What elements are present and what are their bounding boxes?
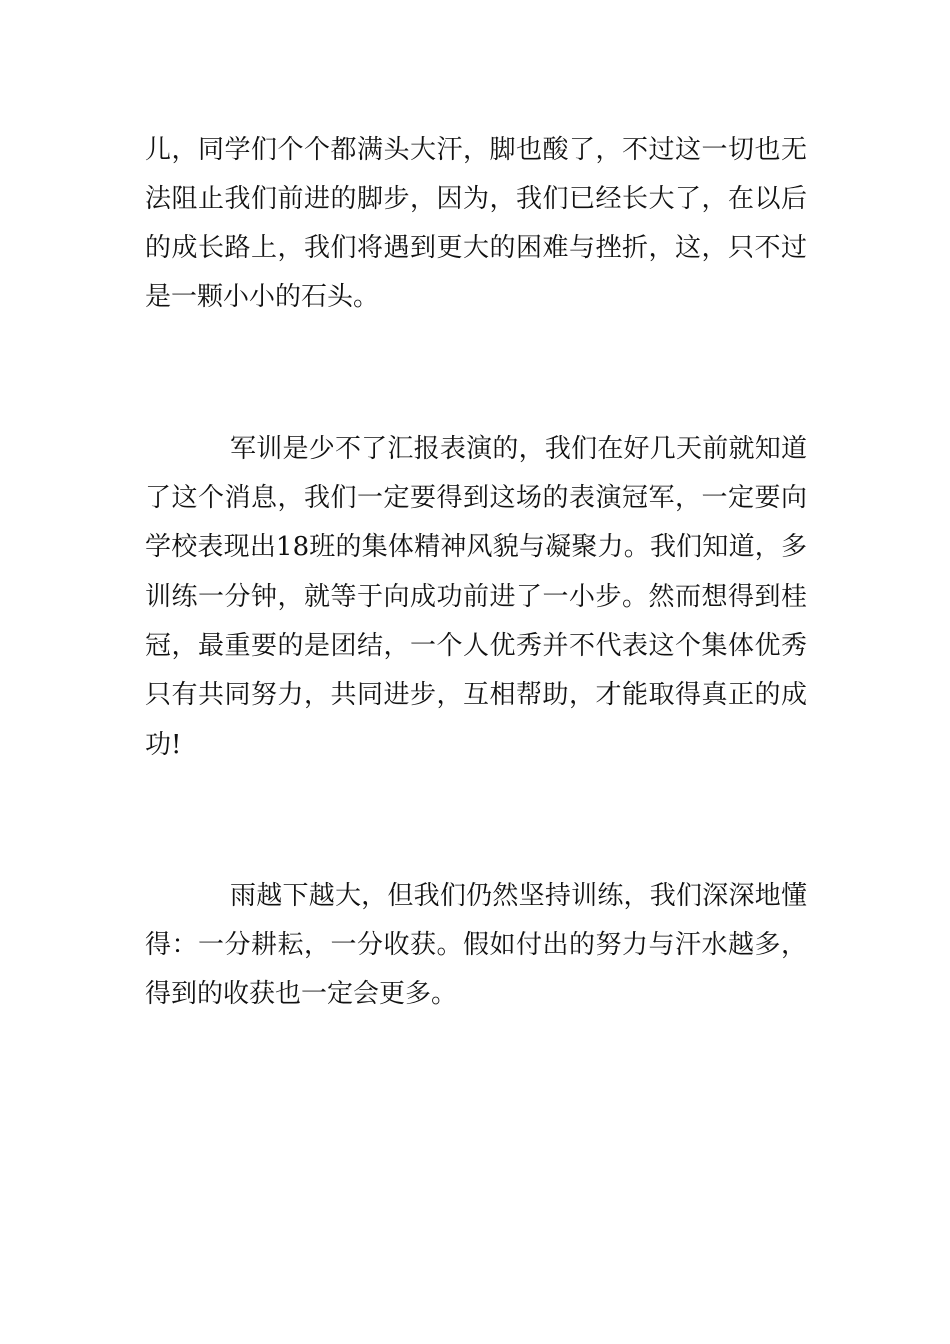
paragraph-line: 法阻止我们前进的脚步，因为，我们已经长大了，在以后	[145, 184, 807, 214]
paragraph-line: 冠，最重要的是团结，一个人优秀并不代表这个集体优秀	[145, 631, 807, 661]
paragraph-line: 得：一分耕耘，一分收获。假如付出的努力与汗水越多，	[145, 930, 807, 960]
paragraph-line: 功!	[145, 730, 182, 760]
paragraph-line: 雨越下越大，但我们仍然坚持训练，我们深深地懂	[230, 881, 807, 911]
paragraph-line: 得到的收获也一定会更多。	[145, 979, 458, 1009]
paragraph-line: 的成长路上，我们将遇到更大的困难与挫折，这，只不过	[145, 233, 807, 263]
paragraph-line: 儿，同学们个个都满头大汗，脚也酸了，不过这一切也无	[145, 135, 807, 165]
paragraph-line: 了这个消息，我们一定要得到这场的表演冠军，一定要向	[145, 483, 807, 513]
paragraph-line: 是一颗小小的石头。	[145, 282, 380, 312]
paragraph-line: 学校表现出18班的集体精神风貌与凝聚力。我们知道，多	[145, 532, 807, 562]
paragraph-line: 只有共同努力，共同进步，互相帮助，才能取得真正的成	[145, 680, 807, 710]
paragraph-line: 军训是少不了汇报表演的，我们在好几天前就知道	[230, 434, 807, 464]
paragraph-line: 训练一分钟，就等于向成功前进了一小步。然而想得到桂	[145, 582, 807, 612]
